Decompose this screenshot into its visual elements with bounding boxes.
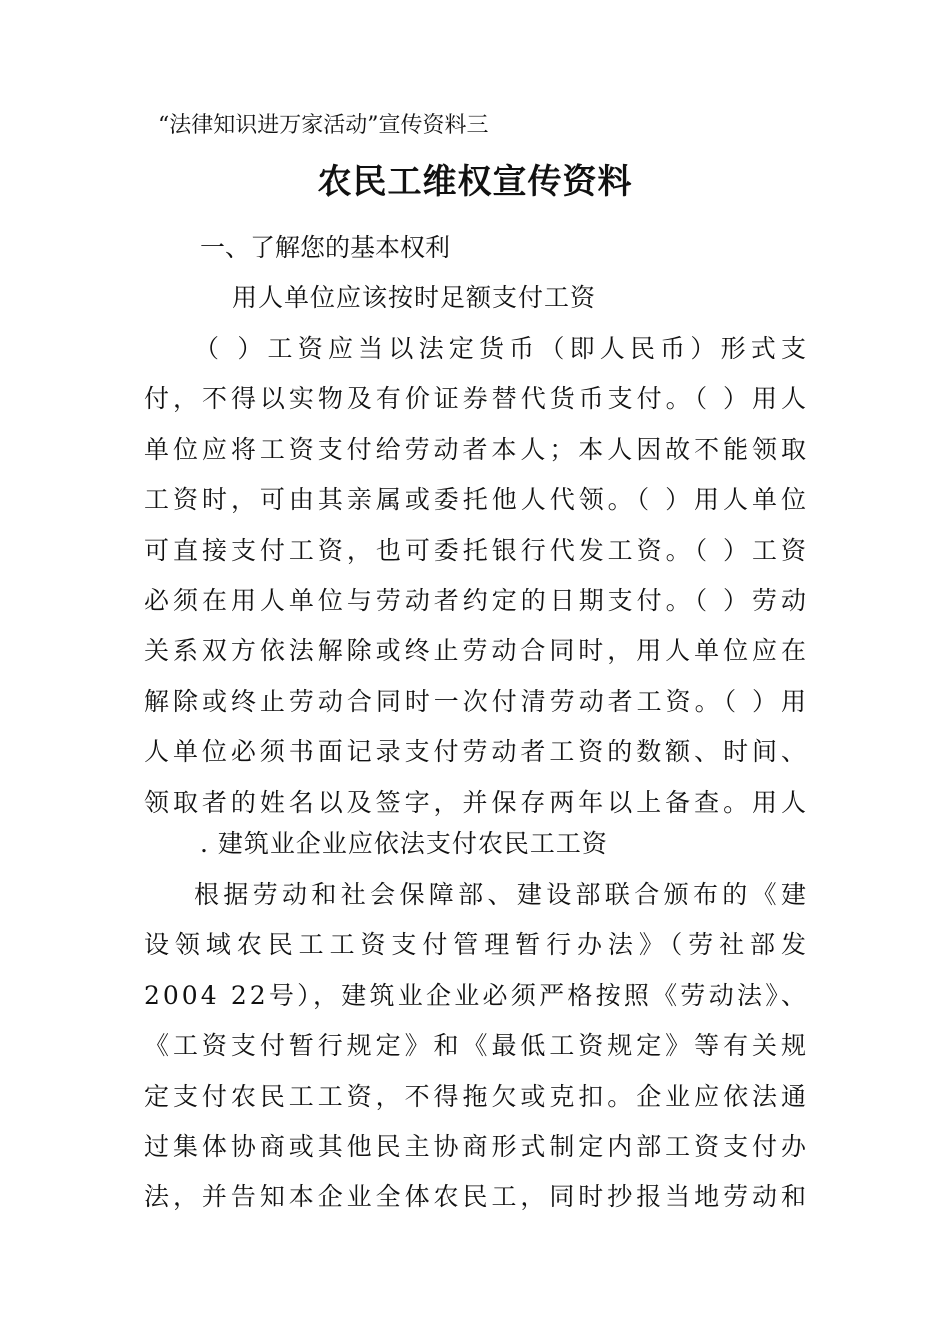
paragraph-construction-wages: 根据劳动和社会保障部、建设部联合颁布的《建设领域农民工工资支付管理暂行办法》（劳社部发 2004 22号），建筑业企业必须严格按照《劳动法》、《工资支付暂行规定》和《最低工资规定》等有关规定支付农民工工资，不得拖欠或克扣。企业应依法通过集体协商或其他民主协商形式制定内部工资支付办法，并告知本企业全体农民工，同时抄报当地劳动和 (144, 880, 809, 1212)
subheading-wage-payment: 用人单位应该按时足额支付工资 (232, 283, 597, 312)
document-title: 农民工维权宣传资料 (317, 162, 633, 202)
section-heading-construction-wages: . 建筑业企业应依法支付农民工工资 (200, 829, 608, 858)
document-subtitle: “法律知识进万家活动”宣传资料三 (158, 113, 489, 138)
section-heading-basic-rights: 一、了解您的基本权利 (200, 233, 451, 262)
paragraph-wage-rules: （ ）工资应当以法定货币（即人民币）形式支付，不得以实物及有价证券替代货币支付。（ ）用人单位应将工资支付给劳动者本人；本人因故不能领取工资时，可由其亲属或委托他人代领。（ ）用人单位可直接支付工资，也可委托银行代发工资。（ ）工资必须在用人单位与劳动者约定的日期支付。（ ）劳动关系双方依法解除或终止劳动合同时，用人单位应在解除或终止劳动合同时一次付清劳动者工资。（ ）用人单位必须书面记录支付劳动者工资的数额、时间、领取者的姓名以及签字，并保存两年以上备查。用人 (144, 334, 809, 817)
